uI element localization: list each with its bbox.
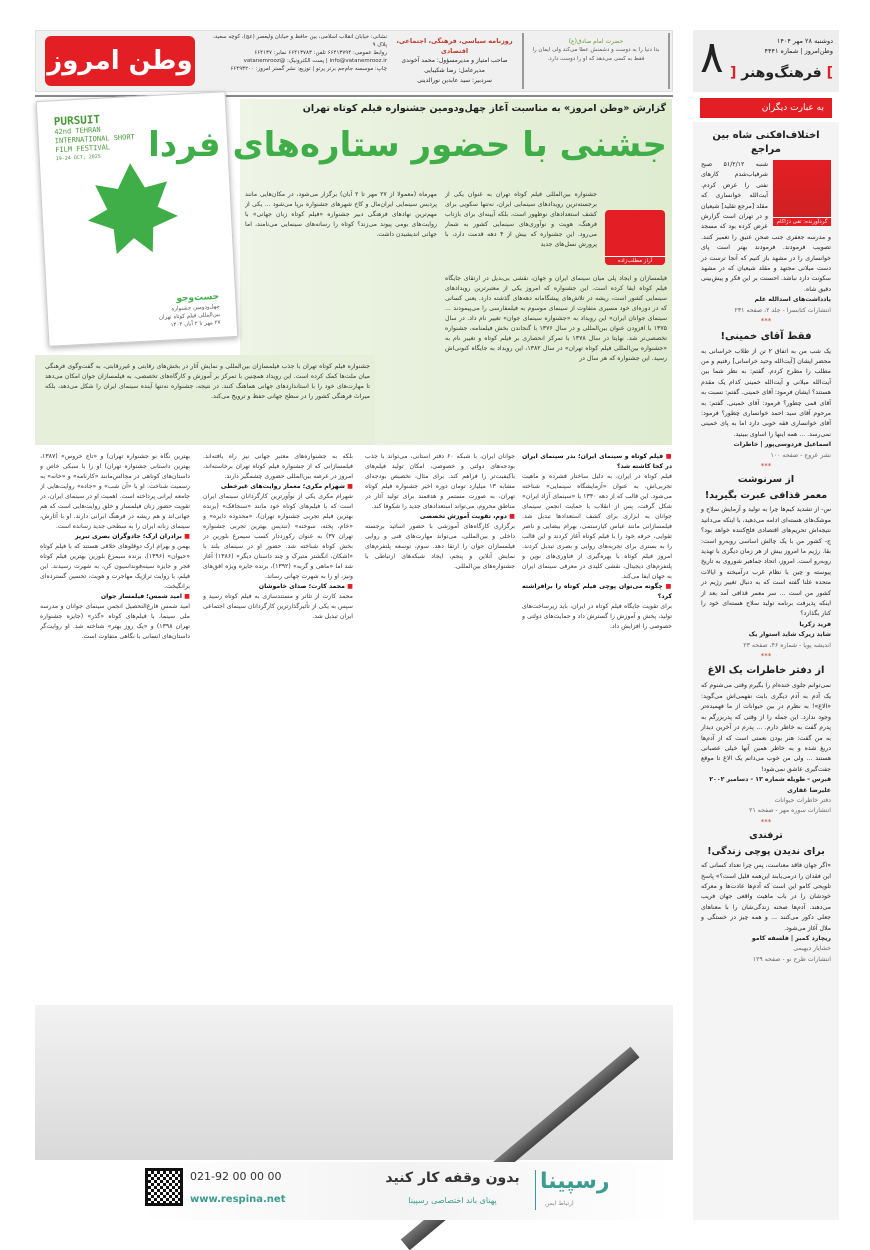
reference: اندیشه پویا - شماره ۴۶، صفحه ۲۳ [743, 641, 831, 649]
issue-number: وطن‌امروز | شماره ۴۴۴۱ [764, 47, 833, 55]
translator: خشایار دیهیمی [793, 945, 831, 953]
page-number: ۸ [700, 32, 724, 83]
source: ریچارد کمبر | فلسفه کامو [751, 935, 831, 942]
phones: روابط عمومی: ۶۶۴۱۳۷۹۴ تلفن: ۶۶۴۱۳۷۸۳ نمابر: ۶۶۴۱۳۷ [254, 50, 387, 56]
poster-dates: 19-24 OCT, 2025 [55, 153, 102, 163]
sidebar-item-title: اختلاف‌افکنی شاه بین مراجع [712, 130, 820, 155]
sidebar-item-title: ترفندی [749, 830, 783, 842]
separator-stars-icon: *** [760, 652, 772, 661]
sidebar-item-title: فقط آقای خمینی! [720, 330, 812, 342]
poster-persian [149, 291, 221, 331]
address: نشانی: خیابان انقلاب اسلامی، بین حافظ و خیابان ولیعصر (عج)، کوچه سعید، پلاک ۹ [213, 34, 387, 48]
ad-brand-logo: رسپینا [540, 1169, 610, 1194]
reference: انتشارات طرح نو - صفحه ۱۲۹ [752, 955, 831, 963]
ad-divider [535, 1170, 536, 1210]
leaf-icon [85, 161, 180, 266]
masthead-contact [202, 33, 387, 90]
ad-phone: 021-92 00 00 00 [190, 1170, 282, 1183]
ad-website[interactable]: www.respina.net [190, 1194, 286, 1205]
ad-brand-tag: ارتباط ایمن [545, 1200, 574, 1207]
sidebar-item-body: نمی‌توانم جلوی خنده‌ام را بگیرم وقتی می‌شنوم که یک آدم به آدم دیگری بابت نفهمی‌اش می‌گوید: «الاغ»! به نظرم در بین حیوانات از ما فهمیده‌تر وجود ندارد. این جمله را از وقتی که پدربزرگم به پدرم گفت به خاطر دارم. ... پدرم در آخرین دیدار به من گفت: هنر بودن نعمتی است که از آدم‌ها دریغ شده و به خاطر همین آنها خیلی عصبانی هستند ... ولی من خوب می‌دانم یک الاغ تا موقع جفت‌گیری عاشق نمی‌شود! [701, 682, 831, 773]
publisher: صاحب امتیاز و مدیرمسؤول: محمد آخوندی [401, 57, 508, 64]
masthead-meta [392, 36, 517, 88]
email: info@vatanemrooz.ir | پست الکترونیک: @vatanemrooz [243, 58, 387, 64]
reference: انتشارات کتابسرا - جلد ۲، صفحه ۲۳۱ [734, 306, 831, 314]
date: دوشنبه ۲۸ مهر ۱۴۰۴ [776, 37, 833, 45]
sidebar-item-body: «اگر جهان فاقد معناست، پس چرا تعداد کسانی که این فقدان را درمی‌یابند این‌همه قلیل است؟» پاسخ تلویحی کامو این است که آدم‌ها عادت‌ها و معرکه خودشان را در باب ماهیت واقعی جهان فریب می‌دهند. آدم‌ها صحنه زندگی‌شان را با معناهای جعلی دکور می‌کنند ... و همه چیز در خستگی و ملال آغاز می‌شود. [701, 862, 831, 932]
editor: سردبیر: سید عابدین نورالدینی [417, 77, 492, 84]
paragraph: جوانان ایران، با شبکه ۶۰ دفتر استانی، می‌تواند با جذب بودجه‌های دولتی و خصوصی، امکان تولید فیلم‌های باکیفیت‌تر را فراهم کند. برای مثال، تخصیص بودجه‌ای مشابه ۱۳ میلیارد تومان دوره اخیر جشنواره فیلم کوتاه تهران، به صورت مستمر و هدفمند برای تولید آثار در مناطق محروم، می‌تواند استعدادهای جدید را شکوفا کند. [365, 453, 515, 510]
separator-stars-icon: *** [760, 461, 772, 470]
newspaper-type: روزنامه سیاسی، فرهنگی، اجتماعی، اقتصادی [396, 37, 513, 55]
paragraph: امید شمس فارغ‌التحصیل انجمن سینمای جوانان و مدرسه ملی سینما، با فیلم‌های کوتاه «گذر» (جایزه جشنواره تهران ۱۳۹۸) و «یک روز بهتر» شناخته شد. او روایت‌گر داستان‌های انسانی با نگاهی متفاوت است. [40, 603, 190, 640]
paragraph: فیلم کوتاه در ایران، به دلیل ساختار فشرده و ماهیت تجربی‌اش، به عنوان «آزمایشگاه سینمایی» شناخته می‌شود. این قالب که از دهه ۱۳۴۰ با «سینمای آزاد ایران» شکل گرفت، پس از انقلاب با حمایت انجمن سینمای جوانان به ابزاری برای کشف استعدادها تبدیل شد. فیلمسازانی مانند عباس کیارستمی، بهرام بیضایی و ناصر تقوایی، حرفه خود را با فیلم کوتاه آغاز کردند و این قالب را به بستری برای تجربه‌های روایی و بصری تبدیل کردند. امروز فیلم کوتاه با بهره‌گیری از فناوری‌های نوین و پلتفرم‌های دیجیتال، نقشی کلیدی در معرفی سینمای ایران به جهان ایفا می‌کند. [522, 473, 672, 580]
author-photo [773, 160, 831, 226]
ad-pencil-image [35, 1005, 673, 1160]
paragraph: بلکه به جشنواره‌های معتبر جهانی نیز راه یافته‌اند. فیلمسازانی که از جشنواره فیلم کوتاه تهران برخاسته‌اند، امروز در عرصه بین‌المللی حضوری چشمگیر دارند. [203, 453, 353, 480]
subheading: ■ شهرام مکری؛ معمار روایت‌های غیرخطی [203, 482, 353, 492]
sidebar-item-title: از سرنوشت [737, 474, 795, 486]
sidebar-column [693, 122, 839, 1220]
paragraph: بهمن و بهرام ارک دوقلوهای خلاقی هستند که با فیلم کوتاه «حیوان» (۱۳۹۶)، برنده سیمرغ بلورین بهترین فیلم کوتاه فجر و جایزه سینه‌فونداسیون کن، به شهرت رسیدند. این فیلم، با روایت تراژیک مهاجرت و هویت، تحسین گسترده‌ای برانگیخت. [40, 543, 190, 590]
reference: نشر عروج - صفحه ۱۰۰ [770, 451, 831, 459]
quote-source: حضرت امام صادق(ع) [568, 38, 624, 45]
page-date [735, 36, 833, 56]
source: یادداشت‌های اسدالله علم [754, 296, 831, 304]
subheading: ■ چگونه می‌توان پوچی فیلم کوتاه را برافراشته کرد؟ [522, 582, 672, 602]
quote-text: بدا دنیا را به دوست و دشمنش عطا می‌کند ولی ایمان را فقط به کسی می‌دهد که او را دوست دارد. [532, 47, 660, 62]
reference: انتشارات سوره مهر - صفحه ۲۱ [749, 807, 831, 815]
article-column [522, 452, 672, 1002]
section-title: ] فرهنگ‌وهنر [ [729, 65, 833, 81]
ad-subtitle: پهنای باند اختصاصی رسپینا [408, 1196, 497, 1205]
subheading: ■ برادران ارک؛ جادوگران بصری تبریز [40, 532, 190, 542]
poster-fa-title: جست‌وجو [176, 291, 220, 305]
poster-festival: 42nd TEHRAN INTERNATIONAL SHORT FILM FESTIVAL [54, 125, 135, 155]
poster-fa-dates: ۲۷ مهر تا ۲ آبان ۱۴۰۴ [170, 319, 221, 329]
article-kicker: گزارش «وطن امروز» به مناسبت آغاز چهل‌ودومین جشنواره فیلم کوتاه تهران [302, 103, 666, 114]
lead-paragraph: فیلمسازان و ایجاد پلی میان سینمای ایران و جهان، نقشی بی‌بدیل در ارتقای جایگاه فیلم کوتاه ایفا کرده است. این جشنواره که امروز یکی از معتبرترین رویدادهای سینمایی کشور است، ریشه در تلاش‌های پیشگامانه دهه‌های گذشته دارد. یعنی کسانی که در دوره‌ای خود مسیری متفاوت از سینمای موسوم به فیلمفارسی را می‌پیمودند ... سینمای جوانان ایران» این رویداد به «جشنواره سینمای جوان» تغییر نام داد. در سال ۱۳۷۵ با افزودن عنوان بین‌المللی و در سال ۱۳۷۶ با گنجاندن بخش فیلمنامه، جشنواره تخصصی‌تر شد. نهایتا در سال ۱۳۷۸ با تمرکز انحصاری بر فیلم کوتاه و تغییر نام به «جشنواره بین‌المللی فیلم کوتاه تهران» در سال ۱۳۸۲، این رویداد به جایگاه کنونی‌اش رسید. این جشنواره که هر سال در [445, 275, 667, 362]
sidebar-item-body: یک شب من به اتفاق ۲ تن از طلاب خراسانی به محضر ایشان [آیت‌الله وحید خراسانی] رفتیم و من مطلب را مطرح کردم. گفتم: به نظر شما بین آیت‌الله میلانی و آیت‌الله خمینی کدام یک مقدم هستند؟ ایشان فرمود: آقای خمینی. گفتم: نسبت به آقای قمی چطور؟ فرمود: آقای خمینی. گفتم: به مرحوم آقای سید احمد خوانساری چطور؟ فرمود: آقای خوانساری فقه خوبی دارد اما به پای خمینی نمی‌رسد. ... همه اینها را اساوی ببینید. [701, 347, 831, 438]
author-photo [605, 210, 665, 265]
section-label: فرهنگ‌وهنر [741, 65, 822, 81]
subheading: ■ محمد کارت؛ صدای خاموشان [203, 582, 353, 592]
author-name: آراز مطلب‌زاده [605, 256, 665, 265]
article-column [40, 452, 190, 1002]
sidebar-item-title2: برای ندیدن پوچی زندگی! [707, 846, 825, 858]
lead-paragraph: جشنواره فیلم کوتاه تهران با جذب فیلمسازان بین‌المللی و نمایش آثار در بخش‌های رقابتی و غیررقابتی، به گفت‌وگوی فرهنگی میان ملت‌ها کمک کرده است. این رویداد همچنین با تمرکز بر آموزش و کارگاه‌های تخصصی، به فیلمسازان جوان امکان می‌دهد تا مهارت‌های خود را با استانداردهای جهانی هماهنگ کنند. در نتیجه، جشنواره نه‌تنها آینده سینمای ایران را شکل می‌دهد، بلکه میراث فرهنگی کشور را در سطح جهانی حفظ و ترویج می‌کند. [45, 363, 370, 400]
poster-title: PURSUIT [53, 112, 101, 129]
sidebar-item-title: از دفتر خاطرات یک الاغ [707, 665, 825, 677]
author: علیرضا غفاری [787, 786, 831, 794]
paragraph: محمد کارت از تئاتر و مستندسازی به فیلم کوتاه رسید و سپس به یکی از تأثیرگذارترین کارگردانان سینمای اجتماعی ایران تبدیل شد. [203, 593, 353, 620]
paragraph: شهرام مکری یکی از نوآورترین کارگردانان سینمای ایران است که با فیلم‌های کوتاه خود مانند «سنجاقک» (برنده بهترین فیلم تجربی جشنواره تهران)، «محدوده دایره» و «خام، پخته، سوخته» (تندیس بهترین تجربی جشنواره تهران ۳۷) به عنوان رکورددار کسب سیمرغ بلورین در بخش کوتاه شناخته شد. حضور او در سینمای بلند با «اشکان، انگشتر متبرک و چند داستان دیگر» (۱۳۸۶) آغاز شد اما «ماهی و گربه» (۱۳۹۲)، برنده جایزه ویژه افق‌های ونیز، او را به شهرت جهانی رساند. [203, 493, 353, 580]
lead-paragraph: مهرماه (معمولا از ۲۷ مهر تا ۲ آبان) برگزار می‌شود، در مکان‌هایی مانند پردیس سینمایی ایران‌مال و کاخ شهرهای جشنواره برپا می‌شود ... یکی از مهم‌ترین نهادهای فرهنگی دبیر جشنواره «فیلم کوتاه زبان جهانی» با روایت‌های بومی پیوند می‌زند؟ کوتاه را رسانه‌های سینمایی می‌نامند، اما جهانی اندیشیدن داشت. [245, 191, 437, 238]
sidebar-item-body: س- از تشدید کیم‌ها چرا به تولید و آزمایش سلاح و موشک‌های هسته‌ای ادامه می‌دهید، با اینکه می‌دانید نتیجه‌اش تحریم‌های اقتصادی فلج‌کننده خواهد بود؟ ج- کشور من با یک چالش اساسی روبه‌رو است: بقا. رژیم ما امروز بیش از هر زمان دیگری با تهدید روبه‌رو است. امروز، اتحاد جماهیر شوروی به تاریخ پیوسته و چین با نظام غرب درآمیخته و ایالات متحده علنا گفته است که به دنبال تغییر رژیم در کشور من است ... سر معمر قذافی آمد بعد از اینکه پذیرفت برنامه تولید سلاح هسته‌ای خود را کنار بگذارد؟ [701, 506, 831, 618]
photo-caption: گردآورنده: تقی دژاکام [773, 217, 831, 226]
qr-code-icon [145, 1168, 183, 1206]
article-headline: جشنی با حضور ستاره‌های فردا [148, 125, 667, 165]
ad-slogan: بدون وقفه کار کنید [385, 1170, 520, 1186]
separator-stars-icon: *** [760, 817, 772, 826]
article-column [365, 452, 515, 1002]
source: قبرس - طویله شماره ۱۳ - دسامبر ۲۰۰۲ [709, 776, 831, 784]
daily-quote [522, 33, 670, 89]
poster-fa-sub: چهل‌ودومین جشنواره بین‌المللی فیلم کوتاه تهران [158, 303, 221, 321]
subheading: ■ فیلم کوتاه و سینمای ایران؛ بذر سینمای ایران در کجا کاشته شد؟ [522, 452, 672, 472]
source: اسماعیل فردوسی‌پور | خاطرات [733, 441, 831, 449]
paragraph: برگزاری کارگاه‌های آموزشی با حضور اساتید برجسته داخلی و بین‌المللی، می‌تواند مهارت‌های فنی و روایی فیلمسازان جوان را ارتقا دهد. سوم، توسعه پلتفرم‌های نمایش آنلاین و پنجم، ایجاد شبکه‌های ارتباطی با جشنواره‌های بین‌المللی. [365, 523, 515, 570]
book-title: دفتر خاطرات حیوانات [774, 796, 831, 804]
director: مدیرعامل: رضا شکیبایی [424, 67, 485, 74]
paragraph: برای تقویت جایگاه فیلم کوتاه در ایران، باید زیرساخت‌های تولید، پخش و آموزش را گسترش داد و حمایت‌های دولتی و خصوصی را افزایش داد. [522, 603, 672, 630]
sidebar-item-title2: معمر قذافی عبرت بگیرید! [704, 490, 828, 502]
print-info: چاپ: موسسه جام‌جم برتر پرتو | توزیع: نشر گستر امروز: ۶۶۴۹۳۲۰۰ [230, 66, 387, 72]
sidebar-item-body: شنبه ۵۱/۲/۱۲ صبح شرفیاب‌شدم کارهای نفتی را عرض کردم. آیت‌الله خوانساری که مقلد [مرجع تقلید] شیعیان و در تهران است گزارش عرض کرده بود که مسجد و مدرسه جعفری جنب صحن عتیق را تعمیر کنند. تصویب فرمودند. فرمودند بهتر است پای خوانساری را در مشهد باز کنیم که آنجا ترست در دست میلانی مجتهد و مقلد شیعیان که در مشهد سکونت دارد نباشد. احسنت بر این فکر و پیش‌بینی دقیق شاه. [701, 161, 831, 293]
subheading: ■ دوم، تقویت آموزش تخصصی [365, 512, 515, 522]
source: فرید زکریا [799, 620, 831, 628]
paragraph: بهترین نگاه نو جشنواره تهران) و «تاج خروس» (۱۳۸۷، بهترین داستانی جشنواره تهران) او را با سبکی خاص و داستان‌های کوتاهی در مجالس‌مانند «کارنامه» و «خانه» به رسمیت شناخت. او با «آن شب» و «جاده» روایت‌هایی از جامعه ایرانی پرداخته است. اهمیت او در سینمای ایران، در تقویت حضور زنان فیلمساز و خلق روایت‌هایی است که هم جهانی‌اند و هم ریشه در فرهنگ ایرانی دارند. او با آثارش، سینمای زنانه ایران را به سطحی جدید رسانده است. [40, 453, 190, 530]
newspaper-logo: وطن امروز [45, 36, 195, 86]
sidebar-title-bar: به عبارت دیگران [700, 98, 832, 118]
subheading: ■ امید شمس؛ فیلمساز جوان [40, 592, 190, 602]
separator-stars-icon: *** [760, 317, 772, 326]
lead-paragraph: جشنواره بین‌المللی فیلم کوتاه تهران به عنوان یکی از برجسته‌ترین رویدادهای سینمایی ایران، نه‌تنها سکویی برای کشف استعدادهای نوظهور است، بلکه آیینه‌ای برای بازتاب فرهنگ، هویت و نوآوری‌های سینمایی کشور به شمار می‌رود. این جشنواره که بیش از ۴ دهه قدمت دارد، با پرورش نسل‌های جدید [445, 191, 597, 248]
article-column [203, 452, 353, 1002]
book-title: شاید زیرک شاید استوار یک [748, 631, 831, 639]
